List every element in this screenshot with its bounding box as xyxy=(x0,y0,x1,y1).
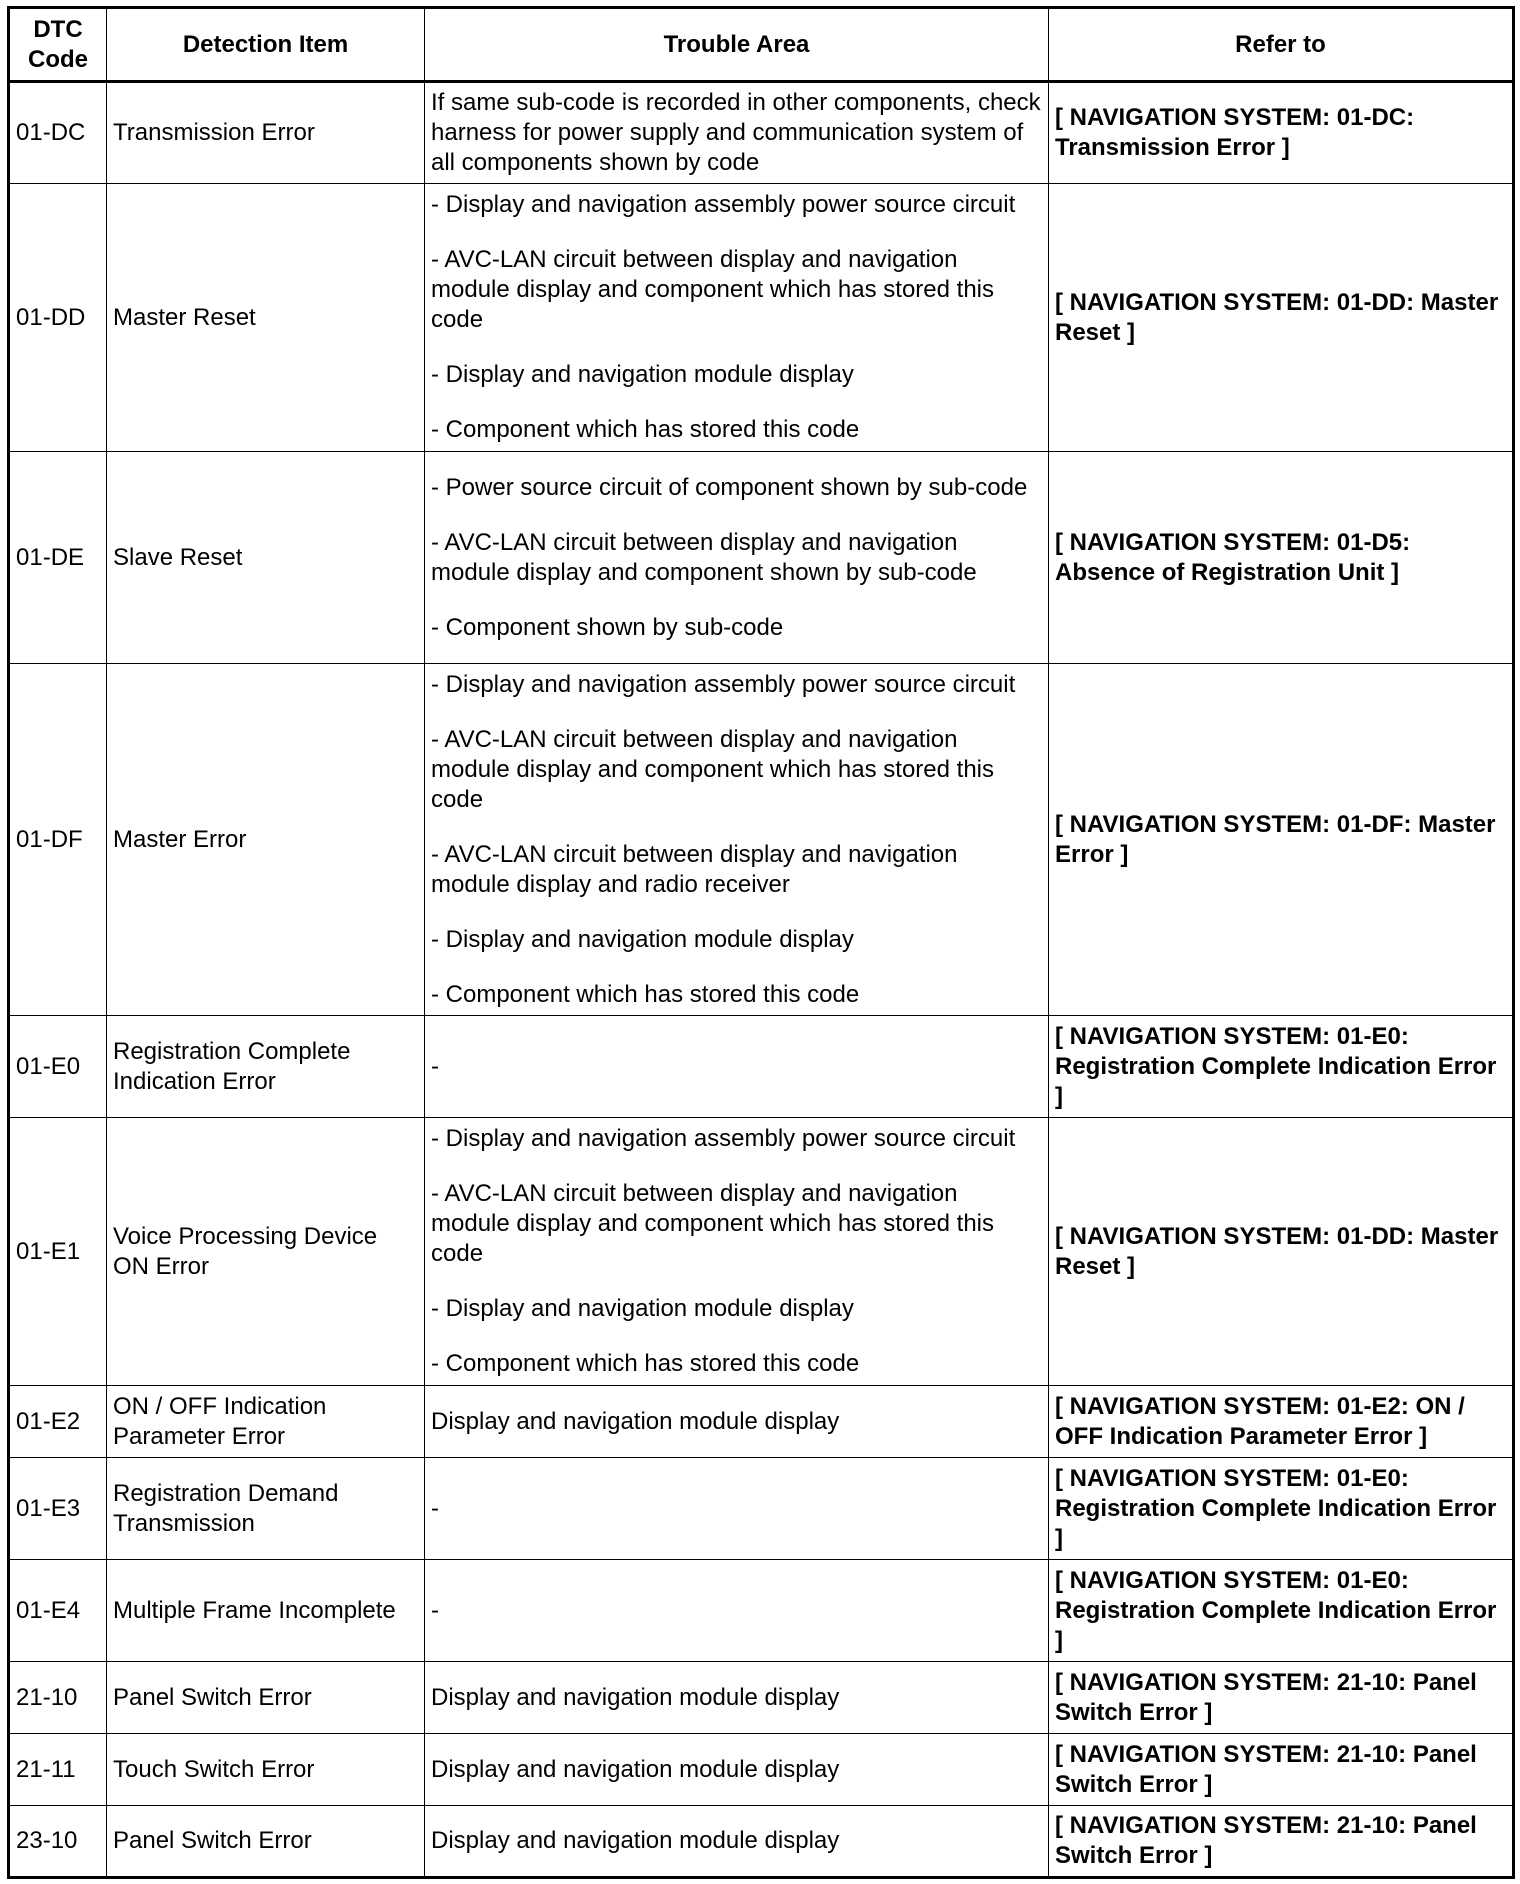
detection-item-cell: Slave Reset xyxy=(107,452,425,664)
detection-item-cell: Voice Processing Device ON Error xyxy=(107,1118,425,1386)
detection-item-cell: Registration Demand Transmission xyxy=(107,1458,425,1560)
detection-item-cell: Master Reset xyxy=(107,184,425,452)
trouble-area-line: - Display and navigation module display xyxy=(431,361,854,388)
dtc-code-cell: 01-DF xyxy=(9,664,107,1016)
trouble-area-line: - xyxy=(431,1596,439,1624)
dtc-code-cell: 01-E3 xyxy=(9,1458,107,1560)
trouble-area-line: - AVC-LAN circuit between display and navigation module display and component shown by sub-code xyxy=(431,528,977,586)
table-row xyxy=(9,82,1514,184)
trouble-area-cell xyxy=(425,1560,1049,1662)
trouble-area-line: Display and navigation module display xyxy=(431,1755,840,1783)
trouble-area-cell xyxy=(425,1386,1049,1458)
dtc-code-cell: 01-DD xyxy=(9,184,107,452)
dtc-code-cell: 01-E1 xyxy=(9,1118,107,1386)
refer-to-link[interactable]: [ NAVIGATION SYSTEM: 21-10: Panel Switch Error ] xyxy=(1049,1806,1514,1878)
header-detection-item: Detection Item xyxy=(107,8,425,82)
table-row xyxy=(9,1560,1514,1662)
trouble-area-line: - AVC-LAN circuit between display and navigation module display and radio receiver xyxy=(431,840,958,898)
dtc-code-cell: 01-E0 xyxy=(9,1016,107,1118)
refer-to-link[interactable]: [ NAVIGATION SYSTEM: 01-D5: Absence of Registration Unit ] xyxy=(1049,452,1514,664)
header-trouble-area: Trouble Area xyxy=(425,8,1049,82)
dtc-code-cell: 21-10 xyxy=(9,1662,107,1734)
trouble-area-cell xyxy=(425,184,1049,452)
trouble-area-cell xyxy=(425,1016,1049,1118)
detection-item-cell: Transmission Error xyxy=(107,82,425,184)
table-header-row xyxy=(9,8,1514,82)
dtc-table xyxy=(7,6,1515,1879)
table-row xyxy=(9,1734,1514,1806)
trouble-area-cell xyxy=(425,82,1049,184)
dtc-code-cell: 23-10 xyxy=(9,1806,107,1878)
detection-item-cell: Registration Complete Indication Error xyxy=(107,1016,425,1118)
trouble-area-line: - Display and navigation module display xyxy=(431,925,854,953)
refer-to-link[interactable]: [ NAVIGATION SYSTEM: 01-E0: Registration Complete Indication Error ] xyxy=(1049,1458,1514,1560)
trouble-area-cell xyxy=(425,664,1049,1016)
table-row xyxy=(9,1806,1514,1878)
trouble-area-line: Display and navigation module display xyxy=(431,1407,840,1435)
refer-to-link[interactable]: [ NAVIGATION SYSTEM: 21-10: Panel Switch Error ] xyxy=(1049,1662,1514,1734)
dtc-code-cell: 01-E2 xyxy=(9,1386,107,1458)
trouble-area-line: - Display and navigation assembly power source circuit xyxy=(431,1125,1016,1152)
trouble-area-line: Display and navigation module display xyxy=(431,1683,840,1711)
refer-to-link[interactable]: [ NAVIGATION SYSTEM: 01-E0: Registration Complete Indication Error ] xyxy=(1049,1016,1514,1118)
detection-item-cell: Touch Switch Error xyxy=(107,1734,425,1806)
trouble-area-line: - xyxy=(431,1494,439,1522)
trouble-area-line: If same sub-code is recorded in other components, check harness for power supply and communication system of all components shown by code xyxy=(431,89,1041,176)
trouble-area-line: Display and navigation module display xyxy=(431,1827,840,1854)
table-body xyxy=(9,82,1514,1878)
dtc-code-cell: 01-DC xyxy=(9,82,107,184)
detection-item-cell: Master Error xyxy=(107,664,425,1016)
table-row xyxy=(9,1458,1514,1560)
dtc-code-cell: 01-DE xyxy=(9,452,107,664)
trouble-area-line: - AVC-LAN circuit between display and navigation module display and component which has stored this code xyxy=(431,725,994,813)
table-row xyxy=(9,1016,1514,1118)
trouble-area-cell xyxy=(425,1806,1049,1878)
trouble-area-cell xyxy=(425,452,1049,664)
refer-to-link[interactable]: [ NAVIGATION SYSTEM: 01-DD: Master Reset ] xyxy=(1049,184,1514,452)
trouble-area-line: - AVC-LAN circuit between display and navigation module display and component which has stored this code xyxy=(431,246,994,333)
detection-item-cell: ON / OFF Indication Parameter Error xyxy=(107,1386,425,1458)
trouble-area-line: - Component shown by sub-code xyxy=(431,613,784,641)
refer-to-link[interactable]: [ NAVIGATION SYSTEM: 01-E2: ON / OFF Indication Parameter Error ] xyxy=(1049,1386,1514,1458)
trouble-area-line: - AVC-LAN circuit between display and navigation module display and component which has stored this code xyxy=(431,1180,994,1267)
table-row xyxy=(9,1662,1514,1734)
table-row xyxy=(9,664,1514,1016)
dtc-code-cell: 01-E4 xyxy=(9,1560,107,1662)
header-dtc-code: DTC Code xyxy=(9,8,107,82)
detection-item-cell: Panel Switch Error xyxy=(107,1806,425,1878)
refer-to-link[interactable]: [ NAVIGATION SYSTEM: 01-E0: Registration Complete Indication Error ] xyxy=(1049,1560,1514,1662)
trouble-area-cell xyxy=(425,1458,1049,1560)
trouble-area-line: - xyxy=(431,1052,439,1080)
refer-to-link[interactable]: [ NAVIGATION SYSTEM: 21-10: Panel Switch Error ] xyxy=(1049,1734,1514,1806)
table-row xyxy=(9,1386,1514,1458)
refer-to-link[interactable]: [ NAVIGATION SYSTEM: 01-DC: Transmission Error ] xyxy=(1049,82,1514,184)
detection-item-cell: Multiple Frame Incomplete xyxy=(107,1560,425,1662)
detection-item-cell: Panel Switch Error xyxy=(107,1662,425,1734)
trouble-area-line: - Display and navigation module display xyxy=(431,1295,854,1322)
trouble-area-line: - Component which has stored this code xyxy=(431,980,860,1008)
trouble-area-line: - Component which has stored this code xyxy=(431,1350,860,1377)
trouble-area-line: - Display and navigation assembly power source circuit xyxy=(431,670,1016,698)
refer-to-link[interactable]: [ NAVIGATION SYSTEM: 01-DD: Master Reset ] xyxy=(1049,1118,1514,1386)
header-refer-to: Refer to xyxy=(1049,8,1514,82)
trouble-area-line: - Power source circuit of component shown by sub-code xyxy=(431,473,1028,501)
table-row xyxy=(9,1118,1514,1386)
trouble-area-cell xyxy=(425,1662,1049,1734)
table-row xyxy=(9,452,1514,664)
dtc-code-cell: 21-11 xyxy=(9,1734,107,1806)
trouble-area-cell xyxy=(425,1118,1049,1386)
trouble-area-line: - Display and navigation assembly power source circuit xyxy=(431,191,1016,218)
trouble-area-cell xyxy=(425,1734,1049,1806)
trouble-area-line: - Component which has stored this code xyxy=(431,416,860,443)
refer-to-link[interactable]: [ NAVIGATION SYSTEM: 01-DF: Master Error ] xyxy=(1049,664,1514,1016)
table-row xyxy=(9,184,1514,452)
